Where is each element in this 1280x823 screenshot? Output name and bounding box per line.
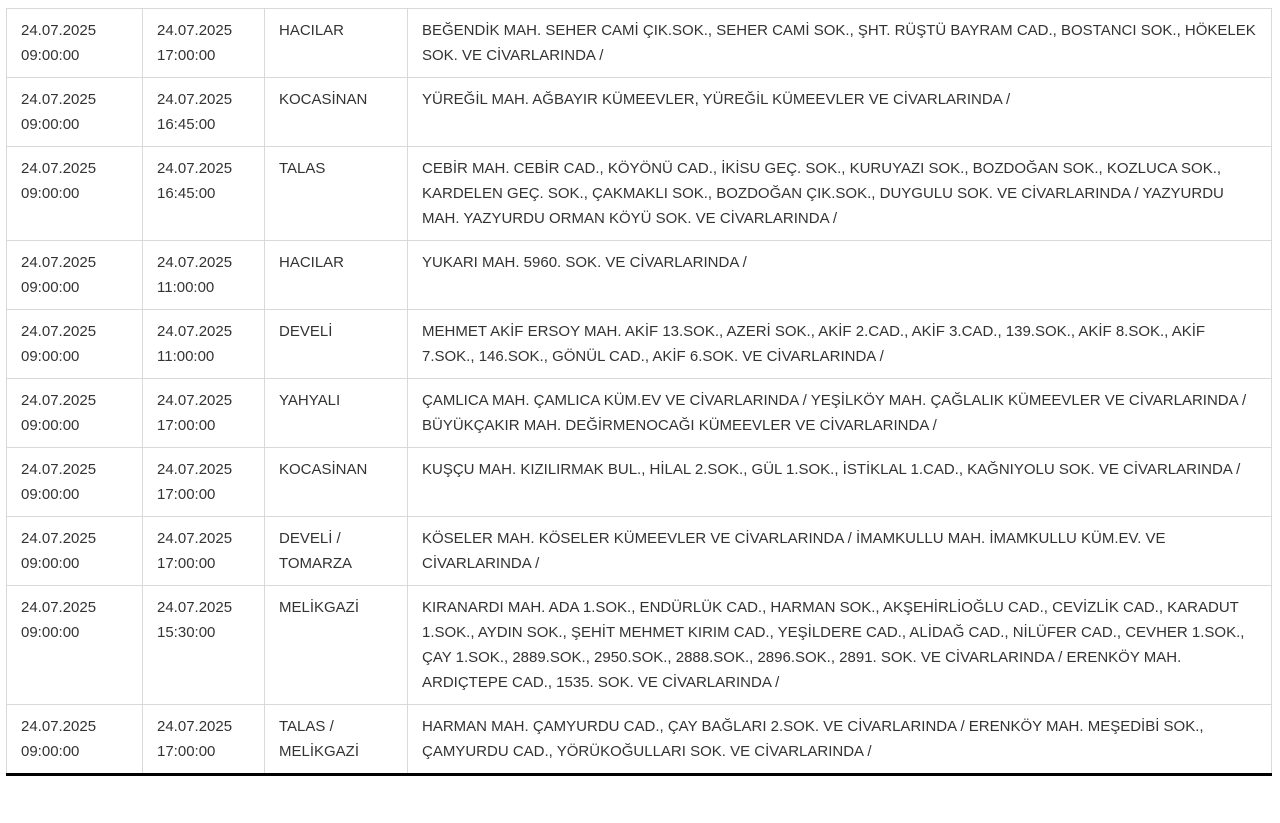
start-date: 24.07.2025 <box>21 461 97 478</box>
end-time: 17:00:00 <box>157 486 216 503</box>
start-date: 24.07.2025 <box>21 323 97 340</box>
start-date: 24.07.2025 <box>21 530 97 547</box>
end-datetime-cell <box>143 310 265 379</box>
table-row <box>7 586 1272 705</box>
end-datetime-cell <box>143 379 265 448</box>
start-datetime-cell <box>7 379 143 448</box>
end-date: 24.07.2025 <box>157 530 233 547</box>
start-time: 09:00:00 <box>21 47 80 64</box>
areas-cell: HARMAN MAH. ÇAMYURDU CAD., ÇAY BAĞLARI 2.SOK. VE CİVARLARINDA / ERENKÖY MAH. MEŞEDİBİ SOK., ÇAMYURDU CAD., YÖRÜKOĞULLARI SOK. VE CİVARLARINDA / <box>408 705 1272 775</box>
end-time: 17:00:00 <box>157 743 216 760</box>
start-time: 09:00:00 <box>21 279 80 296</box>
district-cell: TALAS / MELİKGAZİ <box>265 705 408 775</box>
areas-cell: YÜREĞİL MAH. AĞBAYIR KÜMEEVLER, YÜREĞİL KÜMEEVLER VE CİVARLARINDA / <box>408 78 1272 147</box>
start-date: 24.07.2025 <box>21 718 97 735</box>
areas-cell: BEĞENDİK MAH. SEHER CAMİ ÇIK.SOK., SEHER CAMİ SOK., ŞHT. RÜŞTÜ BAYRAM CAD., BOSTANCI SOK., HÖKELEK SOK. VE CİVARLARINDA / <box>408 9 1272 78</box>
end-date: 24.07.2025 <box>157 22 233 39</box>
end-time: 17:00:00 <box>157 47 216 64</box>
areas-cell: CEBİR MAH. CEBİR CAD., KÖYÖNÜ CAD., İKİSU GEÇ. SOK., KURUYAZI SOK., BOZDOĞAN SOK., KOZLUCA SOK., KARDELEN GEÇ. SOK., ÇAKMAKLI SOK., BOZDOĞAN ÇIK.SOK., DUYGULU SOK. VE CİVARLARINDA / YAZYURDU MAH. YAZYURDU ORMAN KÖYÜ SOK. VE CİVARLARINDA / <box>408 147 1272 241</box>
start-date: 24.07.2025 <box>21 160 97 177</box>
end-date: 24.07.2025 <box>157 461 233 478</box>
end-datetime-cell <box>143 78 265 147</box>
table-row <box>7 147 1272 241</box>
end-date: 24.07.2025 <box>157 718 233 735</box>
end-date: 24.07.2025 <box>157 160 233 177</box>
start-datetime-cell <box>7 147 143 241</box>
district-cell: DEVELİ / TOMARZA <box>265 517 408 586</box>
start-time: 09:00:00 <box>21 417 80 434</box>
end-datetime-cell <box>143 241 265 310</box>
start-time: 09:00:00 <box>21 116 80 133</box>
start-time: 09:00:00 <box>21 348 80 365</box>
start-datetime-cell <box>7 517 143 586</box>
district-cell: HACILAR <box>265 9 408 78</box>
end-time: 11:00:00 <box>157 279 215 296</box>
areas-cell: ÇAMLICA MAH. ÇAMLICA KÜM.EV VE CİVARLARINDA / YEŞİLKÖY MAH. ÇAĞLALIK KÜMEEVLER VE CİVARLARINDA / BÜYÜKÇAKIR MAH. DEĞİRMENOCAĞI KÜMEEVLER VE CİVARLARINDA / <box>408 379 1272 448</box>
table-row <box>7 310 1272 379</box>
table-row <box>7 9 1272 78</box>
district-cell: KOCASİNAN <box>265 78 408 147</box>
start-time: 09:00:00 <box>21 555 80 572</box>
end-date: 24.07.2025 <box>157 91 233 108</box>
start-time: 09:00:00 <box>21 185 80 202</box>
end-datetime-cell <box>143 147 265 241</box>
table-row <box>7 448 1272 517</box>
end-time: 16:45:00 <box>157 185 216 202</box>
start-datetime-cell <box>7 705 143 775</box>
table-row <box>7 705 1272 775</box>
end-date: 24.07.2025 <box>157 254 233 271</box>
table-row <box>7 517 1272 586</box>
areas-cell: KÖSELER MAH. KÖSELER KÜMEEVLER VE CİVARLARINDA / İMAMKULLU MAH. İMAMKULLU KÜM.EV. VE CİVARLARINDA / <box>408 517 1272 586</box>
start-time: 09:00:00 <box>21 624 80 641</box>
start-date: 24.07.2025 <box>21 22 97 39</box>
district-cell: TALAS <box>265 147 408 241</box>
end-time: 17:00:00 <box>157 555 216 572</box>
outage-schedule-table <box>6 8 1272 776</box>
start-date: 24.07.2025 <box>21 392 97 409</box>
areas-cell: MEHMET AKİF ERSOY MAH. AKİF 13.SOK., AZERİ SOK., AKİF 2.CAD., AKİF 3.CAD., 139.SOK., AKİF 8.SOK., AKİF 7.SOK., 146.SOK., GÖNÜL CAD., AKİF 6.SOK. VE CİVARLARINDA / <box>408 310 1272 379</box>
district-cell: HACILAR <box>265 241 408 310</box>
start-datetime-cell <box>7 9 143 78</box>
end-date: 24.07.2025 <box>157 392 233 409</box>
table-row <box>7 379 1272 448</box>
start-date: 24.07.2025 <box>21 91 97 108</box>
end-datetime-cell <box>143 448 265 517</box>
end-datetime-cell <box>143 705 265 775</box>
start-datetime-cell <box>7 241 143 310</box>
end-date: 24.07.2025 <box>157 323 233 340</box>
areas-cell: YUKARI MAH. 5960. SOK. VE CİVARLARINDA / <box>408 241 1272 310</box>
end-time: 15:30:00 <box>157 624 216 641</box>
table-row <box>7 241 1272 310</box>
end-time: 16:45:00 <box>157 116 216 133</box>
start-datetime-cell <box>7 310 143 379</box>
start-time: 09:00:00 <box>21 486 80 503</box>
district-cell: YAHYALI <box>265 379 408 448</box>
end-time: 17:00:00 <box>157 417 216 434</box>
end-time: 11:00:00 <box>157 348 215 365</box>
areas-cell: KIRANARDI MAH. ADA 1.SOK., ENDÜRLÜK CAD., HARMAN SOK., AKŞEHİRLİOĞLU CAD., CEVİZLİK CAD., KARADUT 1.SOK., AYDIN SOK., ŞEHİT MEHMET KIRIM CAD., YEŞİLDERE CAD., ALİDAĞ CAD., NİLÜFER CAD., CEVHER 1.SOK., ÇAY 1.SOK., 2889.SOK., 2950.SOK., 2888.SOK., 2896.SOK., 2891. SOK. VE CİVARLARINDA / ERENKÖY MAH. ARDIÇTEPE CAD., 1535. SOK. VE CİVARLARINDA / <box>408 586 1272 705</box>
district-cell: MELİKGAZİ <box>265 586 408 705</box>
start-time: 09:00:00 <box>21 743 80 760</box>
end-datetime-cell <box>143 517 265 586</box>
start-date: 24.07.2025 <box>21 254 97 271</box>
end-datetime-cell <box>143 586 265 705</box>
start-datetime-cell <box>7 78 143 147</box>
table-row <box>7 78 1272 147</box>
areas-cell: KUŞÇU MAH. KIZILIRMAK BUL., HİLAL 2.SOK., GÜL 1.SOK., İSTİKLAL 1.CAD., KAĞNIYOLU SOK. VE CİVARLARINDA / <box>408 448 1272 517</box>
district-cell: KOCASİNAN <box>265 448 408 517</box>
start-date: 24.07.2025 <box>21 599 97 616</box>
district-cell: DEVELİ <box>265 310 408 379</box>
end-date: 24.07.2025 <box>157 599 233 616</box>
start-datetime-cell <box>7 586 143 705</box>
end-datetime-cell <box>143 9 265 78</box>
start-datetime-cell <box>7 448 143 517</box>
